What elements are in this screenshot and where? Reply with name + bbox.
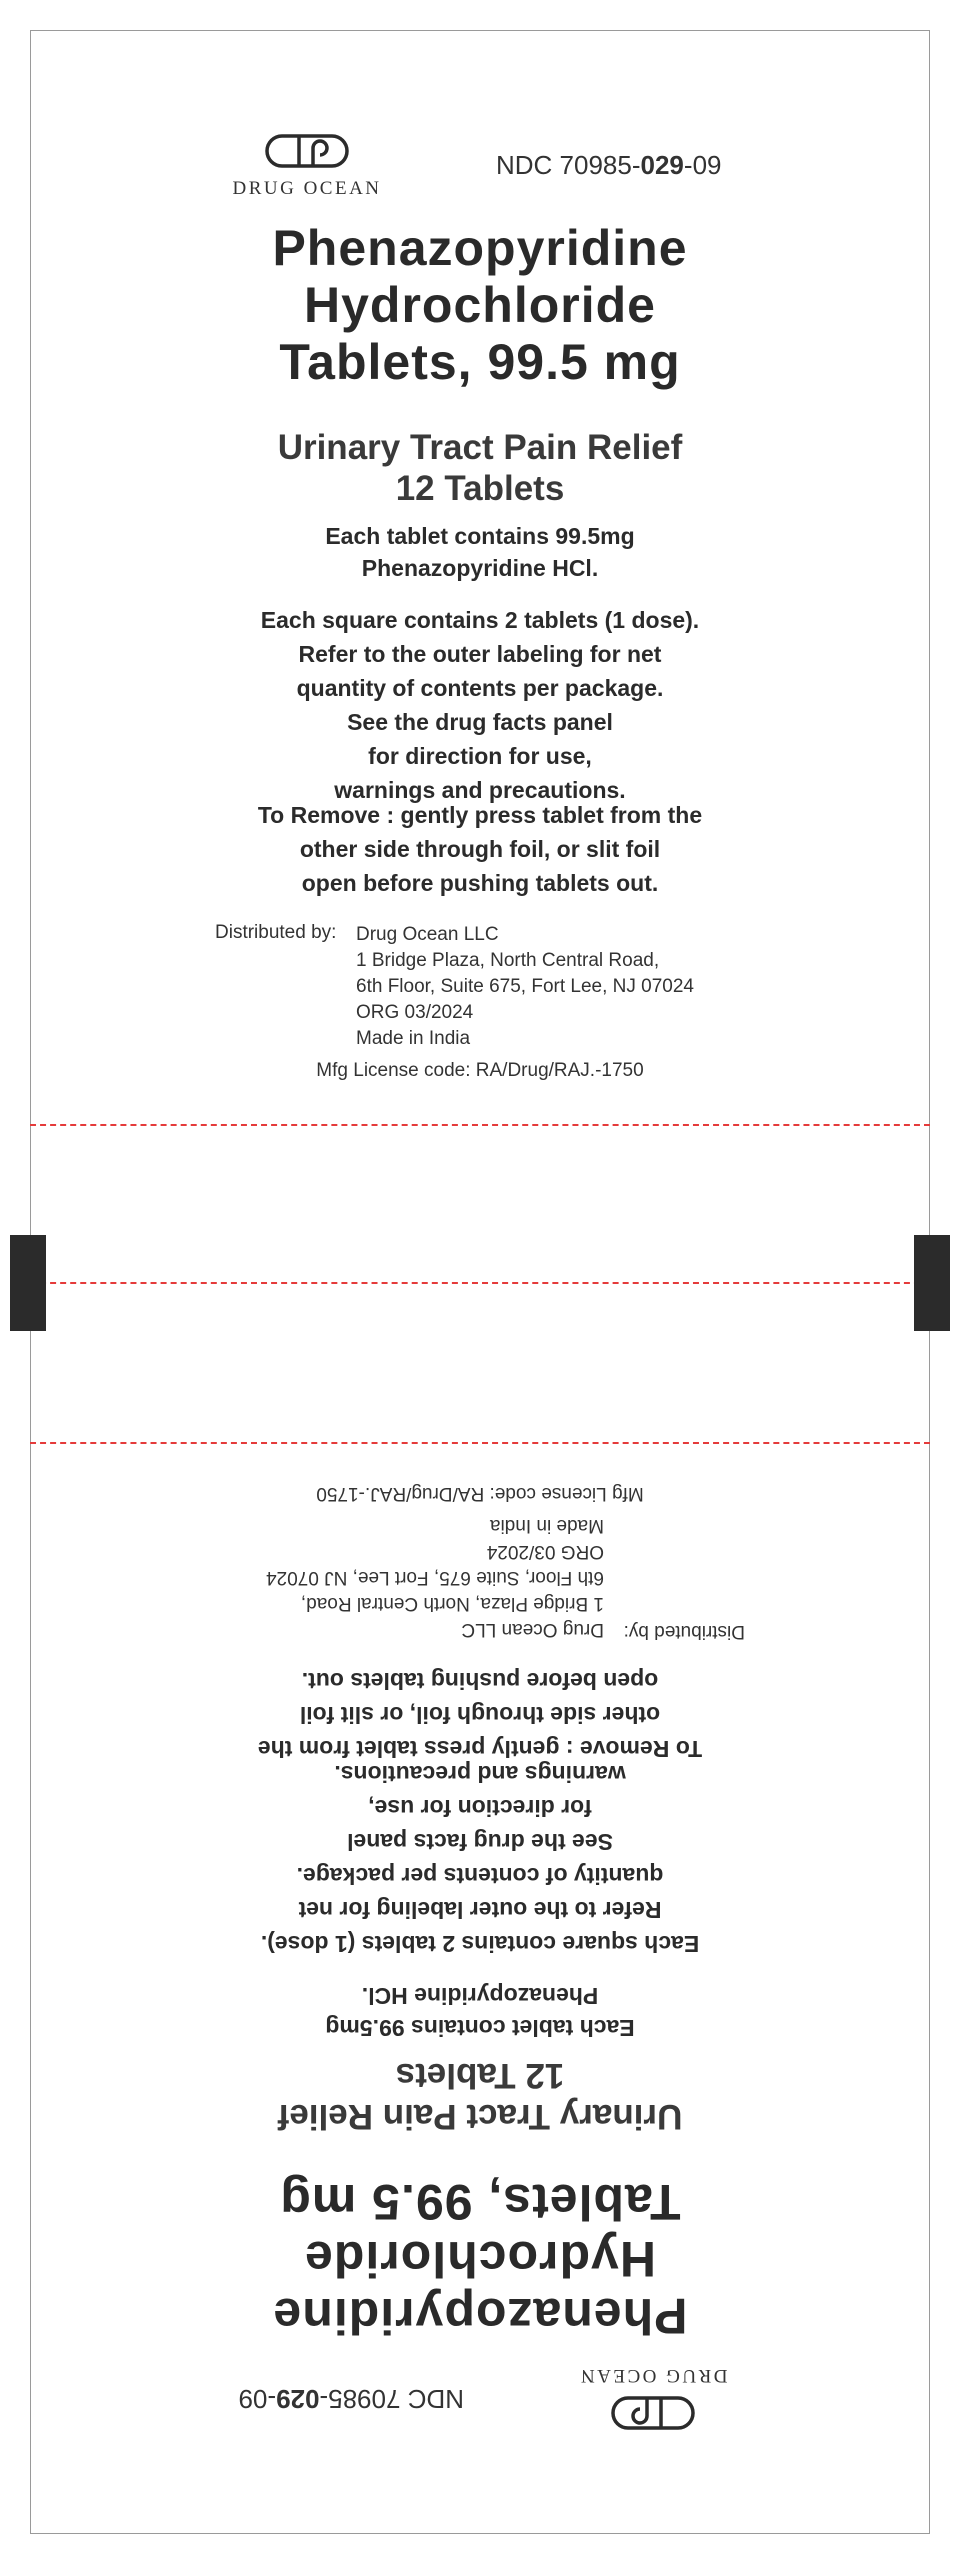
perforation-tab-left — [10, 1235, 46, 1331]
distributed-by-label: Distributed by: — [623, 1621, 745, 1642]
product-title: Phenazopyridine Hydrochloride Tablets, 99.5 mg — [272, 2174, 688, 2344]
brand-name: DRUG OCEAN — [232, 178, 382, 199]
product-subtitle: Urinary Tract Pain Relief 12 Tablets — [277, 2056, 683, 2136]
square-info: Each square contains 2 tablets (1 dose). Refer to the outer labeling for net quantity of contents per package. See the drug facts panel for direction for use, warnings and precautions. — [260, 1761, 700, 1957]
cut-line-top — [30, 1124, 930, 1126]
ndc-code: NDC 70985-029-09 — [238, 2384, 464, 2414]
distributor-address: Drug Ocean LLC 1 Bridge Plaza, North Central Road, 6th Floor, Suite 675, Fort Lee, NJ 07024 ORG 03/2024 Made in India — [356, 924, 694, 1049]
capsule-logo-icon — [611, 2396, 695, 2430]
remove-instructions: To Remove : gently press tablet from the other side through foil, or slit foil open before pushing tablets out. — [257, 802, 703, 896]
remove-instructions: To Remove : gently press tablet from the other side through foil, or slit foil open before pushing tablets out. — [257, 1668, 703, 1762]
brand-name: DRUG OCEAN — [578, 2365, 728, 2386]
square-info: Each square contains 2 tablets (1 dose). Refer to the outer labeling for net quantity of contents per package. See the drug facts panel for direction for use, warnings and precautions. — [260, 607, 700, 803]
cut-line-bottom — [30, 1442, 930, 1444]
tablet-contents: Each tablet contains 99.5mg Phenazopyridine HCl. — [325, 523, 635, 581]
mfg-license: Mfg License code: RA/Drug/RAJ.-1750 — [316, 1483, 644, 1504]
ndc-code: NDC 70985-029-09 — [496, 150, 722, 180]
capsule-logo-icon — [265, 134, 349, 168]
mfg-license: Mfg License code: RA/Drug/RAJ.-1750 — [316, 1060, 644, 1081]
distributor-address: Drug Ocean LLC 1 Bridge Plaza, North Central Road, 6th Floor, Suite 675, Fort Lee, NJ 07024 ORG 03/2024 Made in India — [266, 1515, 604, 1640]
label-panel-top — [0, 0, 960, 1100]
product-subtitle: Urinary Tract Pain Relief 12 Tablets — [277, 428, 683, 508]
tablet-contents: Each tablet contains 99.5mg Phenazopyridine HCl. — [325, 1983, 635, 2041]
perforation-tab-right — [914, 1235, 950, 1331]
cut-line-center — [30, 1282, 930, 1284]
product-title: Phenazopyridine Hydrochloride Tablets, 99.5 mg — [272, 220, 688, 390]
distributed-by-label: Distributed by: — [215, 922, 337, 943]
label-panel-bottom — [0, 1464, 960, 2564]
